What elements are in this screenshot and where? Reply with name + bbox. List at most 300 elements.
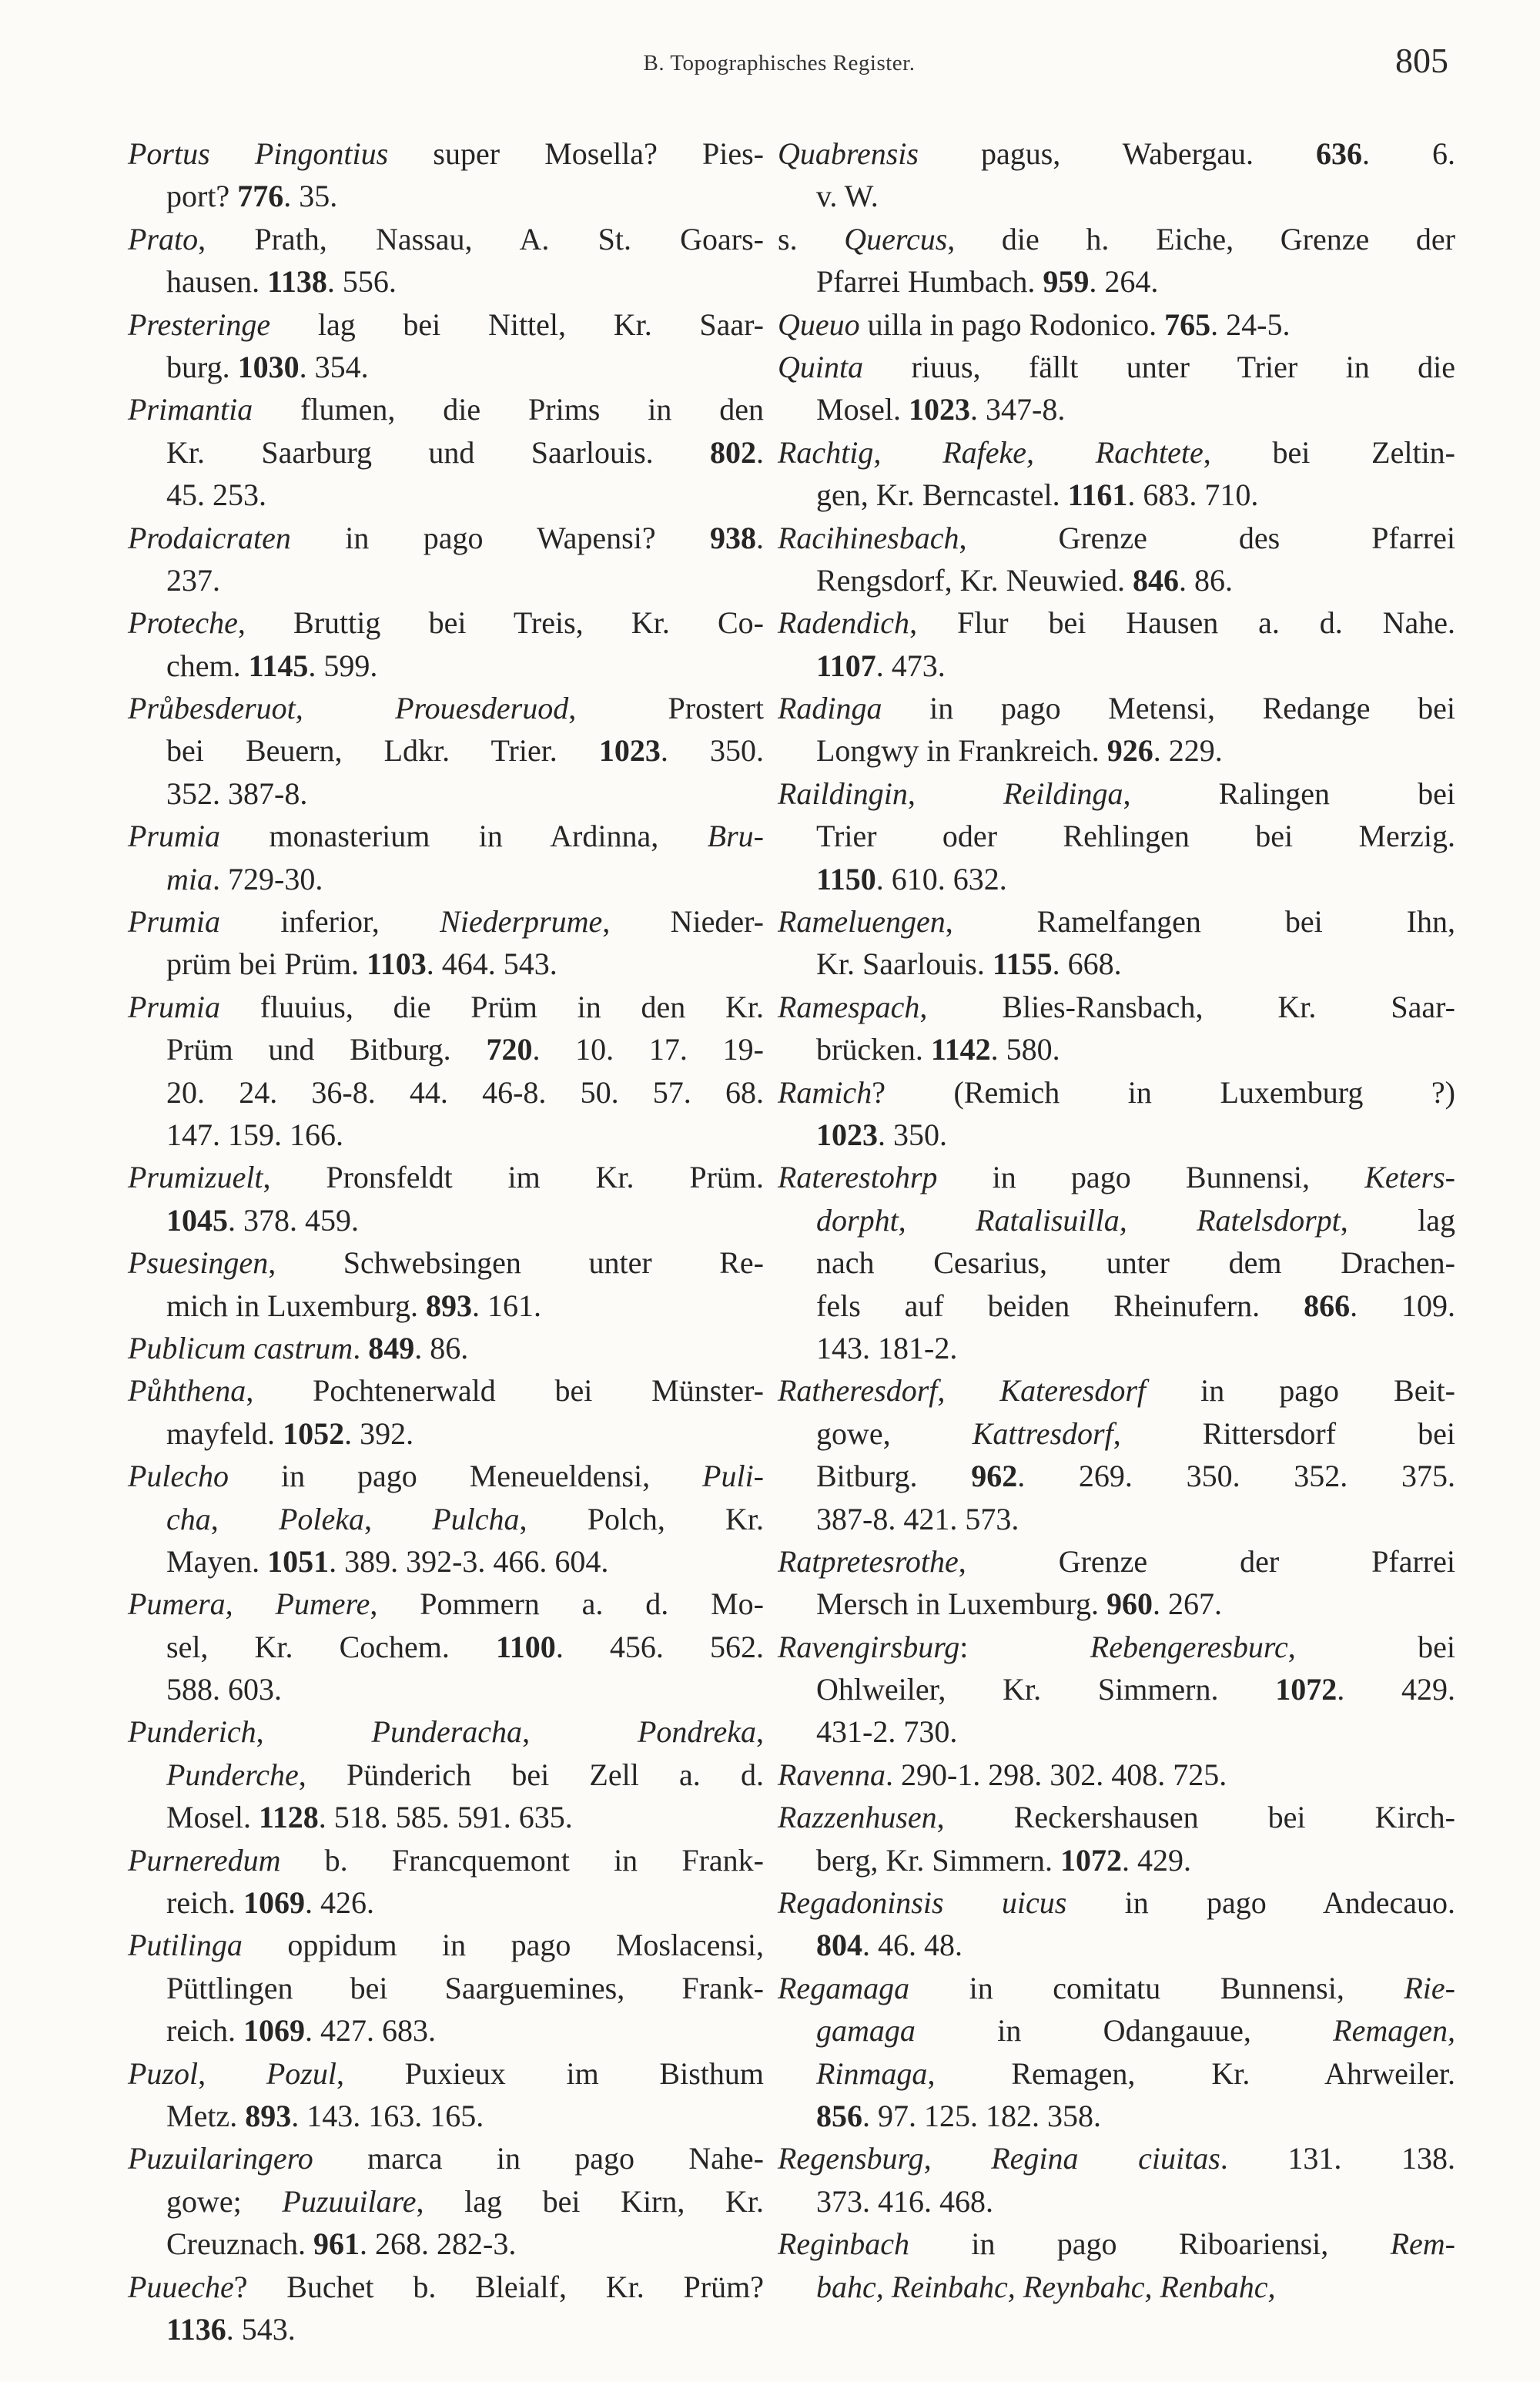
- entry-text: 143. 181-2.: [816, 1330, 958, 1365]
- entry-line: [128, 346, 764, 388]
- entry-text: 20. 24. 36-8. 44. 46-8. 50. 57. 68.: [166, 1074, 764, 1110]
- entry-text: Püttlingen bei Saarguemines, Frank-: [166, 1970, 764, 2005]
- place-name: Niederprume: [440, 904, 603, 940]
- entry-text: Mayen.: [166, 1543, 268, 1579]
- entry-text: . 109.: [1350, 1288, 1455, 1323]
- entry-text: in pago Riboariensi,: [909, 2226, 1391, 2262]
- entry-line: [778, 559, 1455, 601]
- entry-text: Kr. Saarburg und Saarlouis.: [166, 434, 710, 470]
- register-entry: [128, 1583, 764, 1710]
- document-number: 1128: [259, 1800, 319, 1835]
- entry-text: . 543.: [226, 2311, 296, 2347]
- entry-line: [128, 1455, 764, 1497]
- register-entry: [778, 2223, 1455, 2308]
- place-name: Pumera, Pumere: [128, 1586, 370, 1622]
- document-number: 1103: [366, 946, 427, 982]
- entry-line: [128, 1626, 764, 1668]
- entry-text: riuus, fällt unter Trier in die: [863, 349, 1455, 384]
- entry-line: [778, 431, 1455, 474]
- place-name: Keters-: [1364, 1160, 1455, 1195]
- entry-text: chem.: [166, 648, 249, 683]
- entry-line: [778, 388, 1455, 431]
- place-name: Proteche: [128, 605, 238, 641]
- document-number: 1138: [267, 264, 327, 300]
- entry-text: fels auf beiden Rheinufern.: [816, 1288, 1304, 1323]
- document-number: 1161: [1067, 477, 1128, 513]
- document-number: 960: [1106, 1586, 1153, 1622]
- entry-text: . 290-1. 298. 302. 408. 725.: [885, 1757, 1227, 1792]
- entry-text: gowe;: [166, 2183, 283, 2219]
- register-entry: [128, 2137, 764, 2265]
- document-number: 1100: [496, 1629, 556, 1664]
- entry-text: berg, Kr. Simmern.: [816, 1842, 1061, 1878]
- entry-line: [778, 900, 1455, 943]
- register-entry: [778, 1540, 1455, 1626]
- entry-line: [778, 1924, 1455, 1966]
- place-name: Puzuuilare: [282, 2183, 417, 2219]
- register-entry: [128, 388, 764, 516]
- register-entry: [128, 132, 764, 218]
- entry-text: . 599.: [308, 648, 378, 683]
- register-entry: [778, 218, 1455, 303]
- entry-text: , Rittersdorf bei: [1113, 1415, 1455, 1451]
- place-name: Prodaicraten: [128, 520, 291, 555]
- entry-text: ,: [256, 1714, 372, 1750]
- document-number: 1023: [816, 1117, 878, 1152]
- place-name: Radendich: [778, 605, 910, 641]
- entry-line: [778, 1754, 1455, 1796]
- entry-text: , Ramelfangen bei Ihn,: [945, 904, 1455, 940]
- entry-line: [128, 1754, 764, 1796]
- entry-text: , Reckershausen bei Kirch-: [936, 1800, 1455, 1835]
- register-entry: [778, 1881, 1455, 1967]
- entry-line: [128, 1668, 764, 1710]
- place-name: Ramich: [778, 1074, 872, 1110]
- entry-text: 373. 416. 468.: [816, 2183, 993, 2219]
- entry-text: . 456. 562.: [555, 1629, 764, 1664]
- place-name: Raildingin: [778, 776, 908, 811]
- register-entry: [128, 1327, 764, 1369]
- place-name: Reildinga: [1003, 776, 1123, 811]
- document-number: 1051: [267, 1543, 330, 1579]
- document-number: 636: [1316, 136, 1362, 171]
- entry-line: [778, 2266, 1455, 2308]
- entry-text: . 429.: [1122, 1842, 1192, 1878]
- register-entry: [128, 900, 764, 986]
- entry-text: in pago Beit-: [1146, 1373, 1455, 1409]
- entry-line: [778, 1412, 1455, 1455]
- entry-line: [128, 1327, 764, 1369]
- entry-text: . 580.: [990, 1032, 1060, 1067]
- place-name: Rebengeresburc: [1090, 1629, 1288, 1664]
- entry-text: nach Cesarius, unter dem Drachen-: [816, 1245, 1455, 1281]
- entry-line: [128, 2052, 764, 2095]
- place-name: Primantia: [128, 392, 253, 427]
- entry-line: [128, 559, 764, 601]
- entry-text: . 429.: [1337, 1672, 1455, 1707]
- entry-text: burg.: [166, 349, 238, 384]
- entry-text: . 6.: [1362, 136, 1456, 171]
- place-name: Raterestohrp: [778, 1160, 938, 1195]
- place-name: Pondreka: [637, 1714, 757, 1750]
- entry-line: [128, 772, 764, 815]
- entry-line: [778, 1241, 1455, 1284]
- entry-line: [778, 1028, 1455, 1070]
- place-name: Queuo: [778, 307, 860, 342]
- entry-text: Mosel.: [166, 1800, 259, 1835]
- register-entry: [778, 1754, 1455, 1796]
- entry-text: mich in Luxemburg.: [166, 1288, 426, 1323]
- register-entry: [778, 346, 1455, 431]
- register-entry: [778, 986, 1455, 1071]
- place-name: Pozul: [266, 2055, 336, 2091]
- entry-text: 431-2. 730.: [816, 1714, 958, 1750]
- entry-text: Bitburg.: [816, 1459, 972, 1494]
- entry-text: bei Beuern, Ldkr. Trier.: [166, 733, 599, 769]
- document-number: 849: [368, 1330, 415, 1365]
- entry-line: [778, 474, 1455, 516]
- entry-line: [778, 1199, 1455, 1241]
- entry-line: [128, 303, 764, 346]
- entry-text: . 86.: [1179, 562, 1234, 598]
- entry-text: . 161.: [472, 1288, 541, 1323]
- document-number: 1052: [283, 1415, 345, 1451]
- entry-text: , Puxieux im Bisthum: [336, 2055, 764, 2091]
- entry-line: [128, 517, 764, 559]
- entry-text: . 389. 392-3. 466. 604.: [329, 1543, 609, 1579]
- document-number: 962: [971, 1459, 1018, 1494]
- place-name: Rem-: [1390, 2226, 1455, 2262]
- register-entry: [778, 303, 1455, 346]
- place-name: Prumizuelt: [128, 1160, 263, 1195]
- place-name: Rie-: [1404, 1970, 1455, 2005]
- entry-text: , Remagen, Kr. Ahrweiler.: [927, 2055, 1455, 2091]
- entry-text: , Schwebsingen unter Re-: [268, 1245, 764, 1281]
- entry-line: [128, 1881, 764, 1924]
- entry-text: . 269. 350. 352. 375.: [1017, 1459, 1455, 1494]
- entry-text: marca in pago Nahe-: [313, 2141, 764, 2176]
- document-number: 856: [816, 2098, 862, 2133]
- entry-line: [778, 1369, 1455, 1412]
- entry-text: super Mosella? Pies-: [388, 136, 764, 171]
- entry-line: [778, 1668, 1455, 1710]
- entry-line: [778, 2095, 1455, 2137]
- entry-line: [128, 645, 764, 687]
- page-number: 805: [1395, 41, 1448, 80]
- entry-text: . 24-5.: [1210, 307, 1291, 342]
- document-number: 1069: [243, 1885, 305, 1921]
- entry-line: [778, 1285, 1455, 1327]
- register-entry: [128, 1241, 764, 1327]
- document-number: 866: [1304, 1288, 1351, 1323]
- entry-line: [778, 687, 1455, 729]
- entry-line: [778, 645, 1455, 687]
- entry-line: [128, 2308, 764, 2350]
- entry-line: [128, 1967, 764, 2009]
- entry-line: [778, 1540, 1455, 1583]
- register-entry: [128, 601, 764, 687]
- entry-text: . 267.: [1152, 1586, 1222, 1622]
- entry-line: [128, 900, 764, 943]
- entry-line: [778, 1626, 1455, 1668]
- entry-line: [778, 1796, 1455, 1838]
- document-number: 1150: [816, 861, 876, 896]
- entry-line: [128, 1285, 764, 1327]
- register-entry: [778, 772, 1455, 900]
- entry-line: [778, 815, 1455, 857]
- document-number: 1155: [992, 946, 1053, 982]
- entry-text: port?: [166, 179, 238, 214]
- entry-text: gowe,: [816, 1415, 973, 1451]
- entry-line: [128, 601, 764, 644]
- entry-text: , bei: [1287, 1629, 1455, 1664]
- entry-line: [128, 1156, 764, 1198]
- entry-line: [778, 772, 1455, 815]
- entry-line: [778, 601, 1455, 644]
- entry-text: mayfeld.: [166, 1415, 283, 1451]
- place-name: Ratheresdorf, Kateresdorf: [778, 1373, 1147, 1409]
- entry-line: [778, 1498, 1455, 1540]
- entry-text: , Pronsfeldt im Kr. Prüm.: [263, 1160, 764, 1195]
- entry-text: . 610. 632.: [875, 861, 1007, 896]
- entry-text: . 268. 282-3.: [360, 2226, 517, 2262]
- register-entry: [128, 1924, 764, 2052]
- document-number: 1142: [930, 1032, 991, 1067]
- register-entry: [128, 1369, 764, 1455]
- entry-text: .: [756, 434, 764, 470]
- document-number: 961: [313, 2226, 360, 2262]
- place-name: Quabrensis: [778, 136, 919, 171]
- place-name: Prumia: [128, 819, 220, 854]
- entry-line: [778, 858, 1455, 900]
- entry-text: . 350.: [878, 1117, 947, 1152]
- entry-line: [128, 2266, 764, 2308]
- entry-line: [128, 943, 764, 985]
- document-number: 720: [486, 1032, 533, 1067]
- entry-text: . 97. 125. 182. 358.: [862, 2098, 1101, 2133]
- entry-text: v. W.: [816, 179, 879, 214]
- entry-text: . 10. 17. 19-: [532, 1032, 764, 1067]
- place-name: Kattresdorf: [972, 1415, 1113, 1451]
- entry-text: Creuznach.: [166, 2226, 314, 2262]
- register-entry: [128, 2052, 764, 2138]
- place-name: Punderacha: [371, 1714, 523, 1750]
- document-number: 846: [1133, 562, 1180, 598]
- entry-text: 45. 253.: [166, 477, 266, 513]
- entry-text: . 518. 585. 591. 635.: [318, 1800, 573, 1835]
- place-name: Regadoninsis uicus: [778, 1885, 1067, 1921]
- entry-line: [128, 218, 764, 260]
- register-entry: [778, 2137, 1455, 2223]
- document-number: 926: [1106, 733, 1153, 769]
- entry-line: [778, 986, 1455, 1028]
- entry-text: . 229.: [1153, 733, 1223, 769]
- document-number: 776: [237, 179, 284, 214]
- entry-text: , die h. Eiche, Grenze der: [947, 221, 1455, 256]
- place-name: Regensburg, Regina ciuitas: [778, 2141, 1220, 2176]
- entry-text: Prüm und Bitburg.: [166, 1032, 487, 1067]
- entry-text: , lag: [1340, 1202, 1455, 1238]
- register-entry: [128, 815, 764, 900]
- entry-line: [778, 1156, 1455, 1198]
- entry-text: ,: [210, 1501, 279, 1536]
- entry-text: Mosel.: [816, 392, 909, 427]
- place-name: Pulcha: [432, 1501, 520, 1536]
- place-name: Prato: [128, 221, 199, 256]
- place-name: Prumia: [128, 904, 220, 940]
- place-name: Putilinga: [128, 1928, 243, 1963]
- register-entry: [128, 1839, 764, 1925]
- entry-line: [778, 346, 1455, 388]
- entry-text: prüm bei Prüm.: [166, 946, 367, 982]
- entry-text: . 354.: [299, 349, 369, 384]
- place-name: Purneredum: [128, 1842, 281, 1878]
- entry-text: in Odangauue,: [915, 2013, 1334, 2049]
- entry-text: in pago Bunnensi,: [937, 1160, 1365, 1195]
- entry-text: ? Buchet b. Bleialf, Kr. Prüm?: [233, 2269, 764, 2304]
- entry-text: ,: [756, 1714, 765, 1750]
- place-name: Rameluengen: [778, 904, 946, 940]
- register-entry: [128, 2266, 764, 2351]
- entry-text: Kr. Saarlouis.: [816, 946, 993, 982]
- entry-line: [128, 1839, 764, 1881]
- entry-text: . 464. 543.: [426, 946, 557, 982]
- entry-text: ,: [907, 776, 1003, 811]
- place-name: Rachtig, Rafeke, Rachtete: [778, 434, 1204, 470]
- entry-text: . 35.: [283, 179, 338, 214]
- left-column: [128, 132, 764, 2350]
- entry-text: , Pochtenerwald bei Münster-: [246, 1373, 764, 1409]
- entry-text: in comitatu Bunnensi,: [909, 1970, 1404, 2005]
- entry-text: . 668.: [1052, 946, 1122, 982]
- entry-text: ,: [198, 2055, 266, 2091]
- entry-line: [128, 175, 764, 217]
- entry-line: [128, 1924, 764, 1966]
- place-name: Publicum castrum: [128, 1330, 353, 1365]
- place-name: Presteringe: [128, 307, 271, 342]
- register-entry: [778, 1156, 1455, 1369]
- entry-line: [128, 474, 764, 516]
- entry-text: 147. 159. 166.: [166, 1117, 343, 1152]
- entry-line: [778, 132, 1455, 175]
- entry-text: uilla in pago Rodonico.: [859, 307, 1165, 342]
- register-entry: [778, 132, 1455, 218]
- entry-line: [128, 1114, 764, 1156]
- document-number: 1145: [248, 648, 309, 683]
- register-entry: [778, 1626, 1455, 1754]
- document-number: 959: [1043, 264, 1090, 300]
- entry-line: [128, 1498, 764, 1540]
- entry-line: [128, 2009, 764, 2052]
- place-name: Ramespach: [778, 989, 920, 1024]
- place-name: Reginbach: [778, 2226, 910, 2262]
- register-entry: [778, 517, 1455, 602]
- entry-line: [778, 1710, 1455, 1753]
- entry-line: [778, 1881, 1455, 1924]
- entry-line: [778, 2180, 1455, 2223]
- register-entry: [128, 1710, 764, 1838]
- place-name: Psuesingen: [128, 1245, 269, 1281]
- register-entry: [778, 1071, 1455, 1157]
- entry-text: . 683. 710.: [1127, 477, 1259, 513]
- entry-text: b. Francquemont in Frank-: [280, 1842, 764, 1878]
- place-name: Puzol: [128, 2055, 199, 2091]
- place-name: mia: [166, 861, 213, 896]
- entry-line: [128, 260, 764, 303]
- entry-line: [128, 2095, 764, 2137]
- entry-line: [778, 729, 1455, 772]
- entry-line: [778, 1455, 1455, 1497]
- entry-line: [128, 1028, 764, 1070]
- place-name: Razzenhusen: [778, 1800, 937, 1835]
- entry-line: [778, 1967, 1455, 2009]
- place-name: Punderche: [166, 1757, 299, 1792]
- document-number: 1069: [243, 2013, 305, 2049]
- entry-text: . 427. 683.: [304, 2013, 436, 2049]
- entry-text: . 426.: [304, 1885, 374, 1921]
- document-number: 1045: [166, 1202, 228, 1238]
- entry-text: , Prath, Nassau, A. St. Goars-: [198, 221, 764, 256]
- document-number: 938: [710, 520, 756, 555]
- document-number: 765: [1164, 307, 1211, 342]
- entry-text: in pago Metensi, Redange bei: [882, 691, 1455, 726]
- entry-text: , Grenze der Pfarrei: [958, 1543, 1455, 1579]
- place-name: Ravengirsburg: [778, 1629, 960, 1664]
- entry-text: , Ralingen bei: [1123, 776, 1456, 811]
- entry-line: [778, 1839, 1455, 1881]
- entry-text: 588. 603.: [166, 1672, 282, 1707]
- entry-text: Longwy in Frankreich.: [816, 733, 1107, 769]
- place-name: Bru-: [707, 819, 764, 854]
- place-name: Portus Pingontius: [128, 136, 389, 171]
- entry-text: lag bei Nittel, Kr. Saar-: [270, 307, 764, 342]
- entry-text: , Pommern a. d. Mo-: [370, 1586, 764, 1622]
- document-number: 1072: [1060, 1842, 1123, 1878]
- entry-text: fluuius, die Prüm in den Kr.: [220, 989, 764, 1024]
- entry-text: . 556.: [326, 264, 397, 300]
- entry-text: . 473.: [875, 648, 946, 683]
- entry-line: [128, 687, 764, 729]
- place-name: Poleka: [278, 1501, 365, 1536]
- entry-text: in pago Andecauo.: [1066, 1885, 1455, 1921]
- entry-line: [778, 175, 1455, 217]
- entry-text: reich.: [166, 1885, 243, 1921]
- document-number: 802: [710, 434, 756, 470]
- register-entry: [778, 1796, 1455, 1881]
- entry-text: . 729-30.: [213, 861, 323, 896]
- entry-text: , Grenze des Pfarrei: [959, 520, 1455, 555]
- entry-text: gen, Kr. Berncastel.: [816, 477, 1068, 513]
- entry-line: [128, 2180, 764, 2223]
- entry-text: . 378. 459.: [228, 1202, 359, 1238]
- entry-text: .: [756, 520, 764, 555]
- register-entry: [778, 601, 1455, 687]
- entry-line: [778, 943, 1455, 985]
- entry-line: [128, 388, 764, 431]
- entry-text: , Nieder-: [602, 904, 764, 940]
- entry-text: inferior,: [220, 904, 440, 940]
- entry-text: hausen.: [166, 264, 268, 300]
- entry-text: , bei Zeltin-: [1203, 434, 1455, 470]
- entry-text: flumen, die Prims in den: [253, 392, 764, 427]
- entry-text: 237.: [166, 562, 220, 598]
- entry-text: reich.: [166, 2013, 243, 2049]
- entry-text: Metz.: [166, 2098, 246, 2133]
- register-entry: [128, 1455, 764, 1583]
- place-name: Ravenna: [778, 1757, 886, 1792]
- entry-line: [778, 1071, 1455, 1114]
- document-number: 1023: [598, 733, 661, 769]
